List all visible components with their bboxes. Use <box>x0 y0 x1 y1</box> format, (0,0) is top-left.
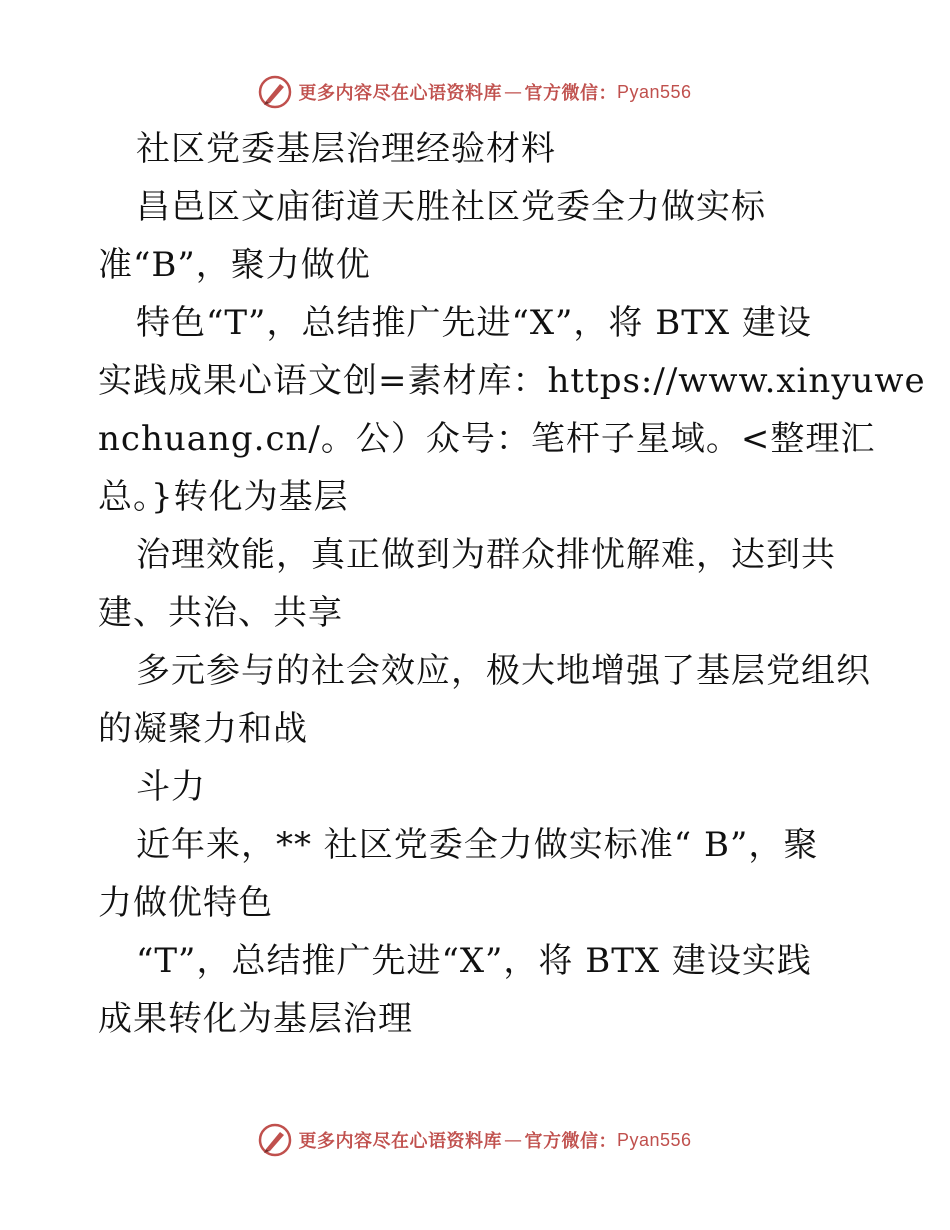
watermark-wechat-id: Pyan556 <box>616 81 692 102</box>
paragraph-line: 多元参与的社会效应，极大地增强了基层党组织 <box>136 651 871 691</box>
paragraph-line: “T”，总结推广先进“X”，将 BTX 建设实践 <box>136 941 812 981</box>
paragraph-line: 特色“T”，总结推广先进“X”，将 BTX 建设 <box>136 303 812 343</box>
paragraph-line: 近年来，** 社区党委全力做实标准“ B”，聚 <box>136 825 819 865</box>
document-body <box>98 120 926 1048</box>
paragraph-line: 治理效能，真正做到为群众排忧解难，达到共 <box>136 535 836 575</box>
watermark-footer <box>0 1120 950 1160</box>
paragraph-line: 成果转化为基层治理 <box>98 999 413 1039</box>
watermark-site-name: 更多内容尽在心语资料库 <box>298 1131 502 1152</box>
paragraph-line: 力做优特色 <box>98 883 273 923</box>
watermark-site-name: 更多内容尽在心语资料库 <box>298 83 502 104</box>
paragraph-line: 斗力 <box>136 767 206 807</box>
paragraph-line: 的凝聚力和战 <box>98 709 308 749</box>
watermark-header <box>0 72 950 112</box>
paragraph-line: 建、共治、共享 <box>98 593 343 633</box>
watermark-wechat-id: Pyan556 <box>616 1129 692 1150</box>
paragraph-line: nchuang.cn/。公）众号：笔杆子星域。<整理汇 <box>98 419 876 459</box>
pen-logo-icon <box>258 75 292 109</box>
watermark-dash: — <box>503 1129 523 1151</box>
watermark-dash: — <box>503 81 523 103</box>
document-title: 社区党委基层治理经验材料 <box>136 129 556 169</box>
watermark-wechat-label: 官方微信： <box>524 83 617 104</box>
paragraph-line: 实践成果心语文创=素材库：https://www.xinyuwe <box>98 361 926 401</box>
paragraph-line: 准“B”，聚力做优 <box>98 245 371 285</box>
watermark-wechat-label: 官方微信： <box>524 1131 617 1152</box>
pen-logo-icon <box>258 1123 292 1157</box>
paragraph-line: 昌邑区文庙街道天胜社区党委全力做实标 <box>136 187 766 227</box>
paragraph-line: 总。}转化为基层 <box>98 477 349 517</box>
